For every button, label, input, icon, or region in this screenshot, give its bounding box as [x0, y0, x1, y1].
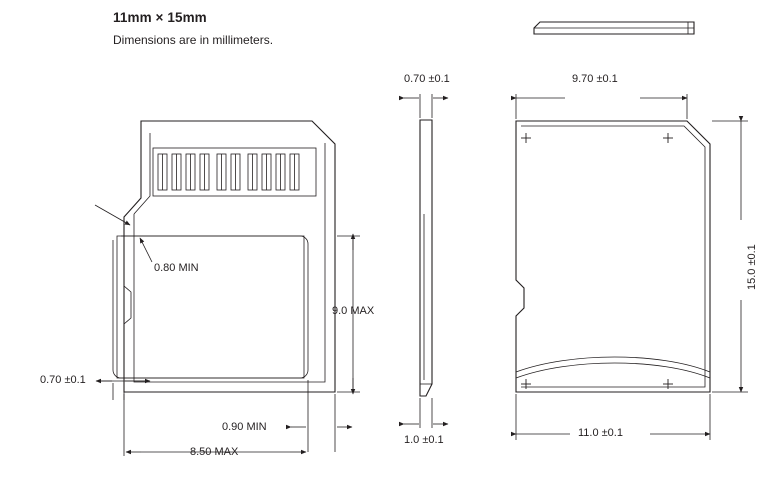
dim-back-height	[712, 121, 748, 392]
label-front-height-max: 9.0 MAX	[332, 305, 375, 317]
label-front-left-width: 0.70 ±0.1	[40, 374, 86, 386]
front-view-outline	[113, 121, 335, 392]
label-side-thickness-top: 0.70 ±0.1	[404, 73, 450, 85]
dim-side-thickness-bottom	[404, 398, 448, 428]
label-back-height: 15.0 ±0.1	[746, 244, 758, 290]
label-front-notch-min: 0.90 MIN	[222, 421, 267, 433]
label-back-width-top: 9.70 ±0.1	[572, 73, 618, 85]
back-view-outline	[516, 121, 710, 392]
side-view-outline	[420, 120, 432, 396]
dim-back-width-top	[516, 94, 687, 119]
page-subtitle: Dimensions are in millimeters.	[113, 33, 274, 47]
dim-side-thickness-top	[404, 94, 448, 118]
label-side-thickness-bottom: 1.0 ±0.1	[404, 434, 444, 446]
page-title: 11mm × 15mm	[113, 10, 207, 25]
top-edge-view-outline	[534, 22, 694, 34]
label-front-contact-min: 0.80 MIN	[154, 262, 199, 274]
label-back-width-bottom: 11.0 ±0.1	[578, 427, 623, 439]
label-front-total-width: 8.50 MAX	[190, 446, 239, 458]
